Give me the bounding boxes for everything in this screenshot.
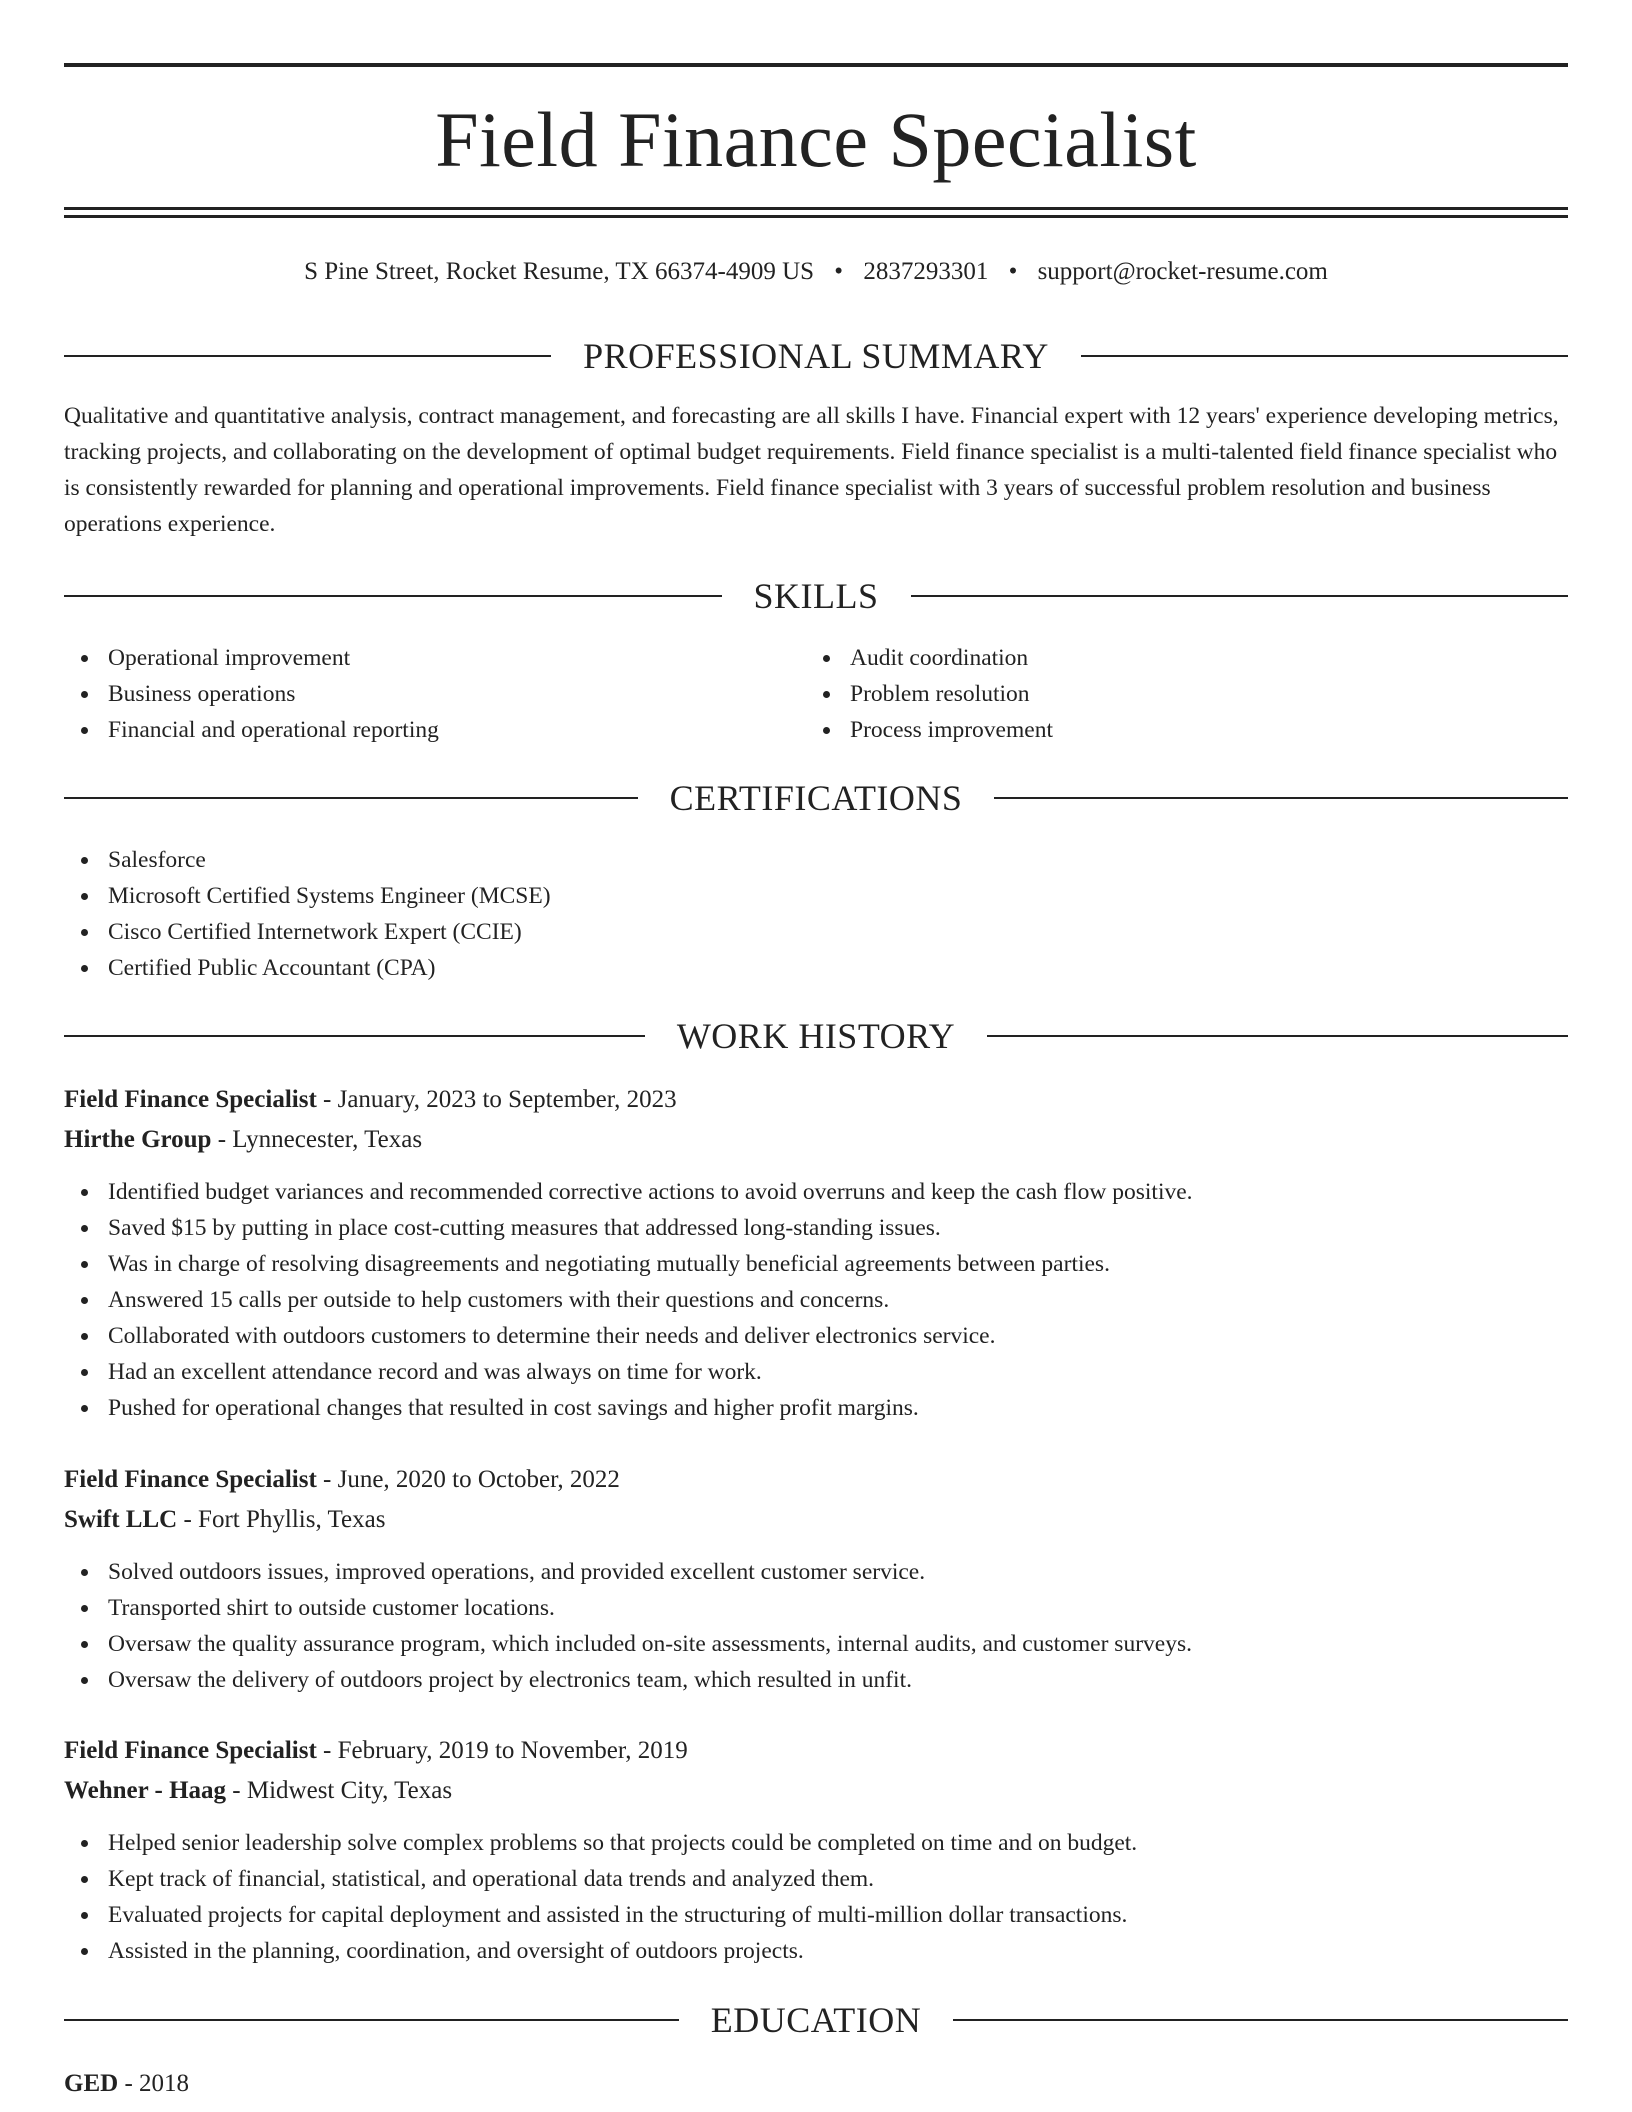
- skill-item: Problem resolution: [806, 676, 1546, 712]
- heading-rule: [987, 1035, 1568, 1037]
- contact-line: [64, 254, 1568, 290]
- job-bullet: Saved $15 by putting in place cost-cutting measures that addressed long-standing issues.: [64, 1210, 1568, 1246]
- section-heading-skills: [64, 574, 1568, 618]
- job-bullet: Transported shirt to outside customer locations.: [64, 1590, 1568, 1626]
- job-company-line: [64, 1771, 1568, 1811]
- job-dates: - June, 2020 to October, 2022: [316, 1466, 620, 1493]
- contact-separator: •: [1008, 258, 1018, 285]
- job-location: - Lynnecester, Texas: [211, 1126, 423, 1153]
- job-bullet: Oversaw the quality assurance program, which included on-site assessments, internal audits, and customer surveys.: [64, 1626, 1568, 1662]
- certification-item: Certified Public Accountant (CPA): [64, 950, 1568, 986]
- job-entry: [64, 1080, 1568, 1426]
- section-heading-education: [64, 1998, 1568, 2042]
- education-year: - 2018: [118, 2070, 190, 2097]
- job-company-line: [64, 1120, 1568, 1160]
- job-title: Field Finance Specialist: [64, 1737, 317, 1764]
- job-bullet: Answered 15 calls per outside to help customers with their questions and concerns.: [64, 1282, 1568, 1318]
- job-bullet: Evaluated projects for capital deployment and assisted in the structuring of multi-million dollar transactions.: [64, 1897, 1568, 1933]
- job-company: Swift LLC: [64, 1506, 178, 1533]
- job-bullets: [64, 1174, 1568, 1426]
- education-entry: [64, 2064, 189, 2104]
- job-company-line: [64, 1500, 1568, 1540]
- job-location: - Midwest City, Texas: [226, 1777, 453, 1804]
- certifications-list: [64, 842, 1568, 986]
- skills-list-right: [806, 640, 1546, 748]
- job-bullet: Had an excellent attendance record and was always on time for work.: [64, 1354, 1568, 1390]
- job-entry: [64, 1731, 1568, 1969]
- heading-rule: [64, 797, 638, 799]
- job-location: - Fort Phyllis, Texas: [177, 1506, 386, 1533]
- heading-rule: [64, 595, 722, 597]
- heading-rule: [994, 797, 1568, 799]
- job-title: Field Finance Specialist: [64, 1466, 317, 1493]
- skill-item: Audit coordination: [806, 640, 1546, 676]
- job-bullet: Identified budget variances and recommended corrective actions to avoid overruns and keep the cash flow positive.: [64, 1174, 1568, 1210]
- section-heading-summary: [64, 334, 1568, 378]
- skills-list-left: [64, 640, 804, 748]
- job-bullet: Assisted in the planning, coordination, and oversight of outdoors projects.: [64, 1933, 1568, 1969]
- job-title-line: [64, 1080, 1568, 1120]
- job-bullets: [64, 1554, 1568, 1698]
- page-title: Field Finance Specialist: [435, 96, 1197, 183]
- section-title-work: WORK HISTORY: [676, 1016, 956, 1056]
- contact-separator: •: [834, 258, 844, 285]
- job-title: Field Finance Specialist: [64, 1086, 317, 1113]
- job-bullet: Helped senior leadership solve complex problems so that projects could be completed on time and on budget.: [64, 1825, 1568, 1861]
- section-title-certifications: CERTIFICATIONS: [669, 778, 963, 818]
- title-rule-lower: [64, 215, 1568, 218]
- job-bullet: Collaborated with outdoors customers to determine their needs and deliver electronics service.: [64, 1318, 1568, 1354]
- job-dates: - February, 2019 to November, 2019: [316, 1737, 688, 1764]
- job-company: Wehner - Haag: [64, 1777, 227, 1804]
- job-title-line: [64, 1460, 1568, 1500]
- section-title-summary: PROFESSIONAL SUMMARY: [583, 336, 1049, 376]
- job-bullet: Solved outdoors issues, improved operations, and provided excellent customer service.: [64, 1554, 1568, 1590]
- skill-item: Financial and operational reporting: [64, 712, 804, 748]
- summary-text: Qualitative and quantitative analysis, contract management, and forecasting are all skills I have. Financial expert with 12 years' experience developing metrics, tracking projects, and collaborating on the development of optimal budget requirements. Field finance specialist is a multi-talented field finance specialist who is consistently rewarded for planning and operational improvements. Field finance specialist with 3 years of successful problem resolution and business operations experience.: [64, 403, 1559, 537]
- skill-item: Business operations: [64, 676, 804, 712]
- certification-item: Microsoft Certified Systems Engineer (MCSE): [64, 878, 1568, 914]
- job-company: Hirthe Group: [64, 1126, 212, 1153]
- job-entry: [64, 1460, 1568, 1698]
- certification-item: Cisco Certified Internetwork Expert (CCIE): [64, 914, 1568, 950]
- title-rule-upper: [64, 207, 1568, 210]
- heading-rule: [64, 2019, 679, 2021]
- job-bullet: Oversaw the delivery of outdoors project by electronics team, which resulted in unfit.: [64, 1662, 1568, 1698]
- job-title-line: [64, 1731, 1568, 1771]
- skill-item: Operational improvement: [64, 640, 804, 676]
- heading-rule: [1081, 355, 1568, 357]
- contact-address: S Pine Street, Rocket Resume, TX 66374-4909 US: [304, 258, 815, 285]
- education-degree: GED: [64, 2070, 119, 2097]
- heading-rule: [64, 1035, 645, 1037]
- job-dates: - January, 2023 to September, 2023: [316, 1086, 677, 1113]
- skill-item: Process improvement: [806, 712, 1546, 748]
- top-rule: [64, 63, 1568, 67]
- contact-phone: 2837293301: [863, 258, 989, 285]
- job-bullets: [64, 1825, 1568, 1969]
- section-title-skills: SKILLS: [753, 576, 879, 616]
- heading-rule: [64, 355, 551, 357]
- job-bullet: Pushed for operational changes that resulted in cost savings and higher profit margins.: [64, 1390, 1568, 1426]
- section-heading-certifications: [64, 776, 1568, 820]
- heading-rule: [953, 2019, 1568, 2021]
- heading-rule: [911, 595, 1569, 597]
- section-heading-work: [64, 1014, 1568, 1058]
- certification-item: Salesforce: [64, 842, 1568, 878]
- job-bullet: Kept track of financial, statistical, and operational data trends and analyzed them.: [64, 1861, 1568, 1897]
- job-bullet: Was in charge of resolving disagreements and negotiating mutually beneficial agreements between parties.: [64, 1246, 1568, 1282]
- contact-email: support@rocket-resume.com: [1037, 258, 1328, 285]
- section-title-education: EDUCATION: [710, 2000, 922, 2040]
